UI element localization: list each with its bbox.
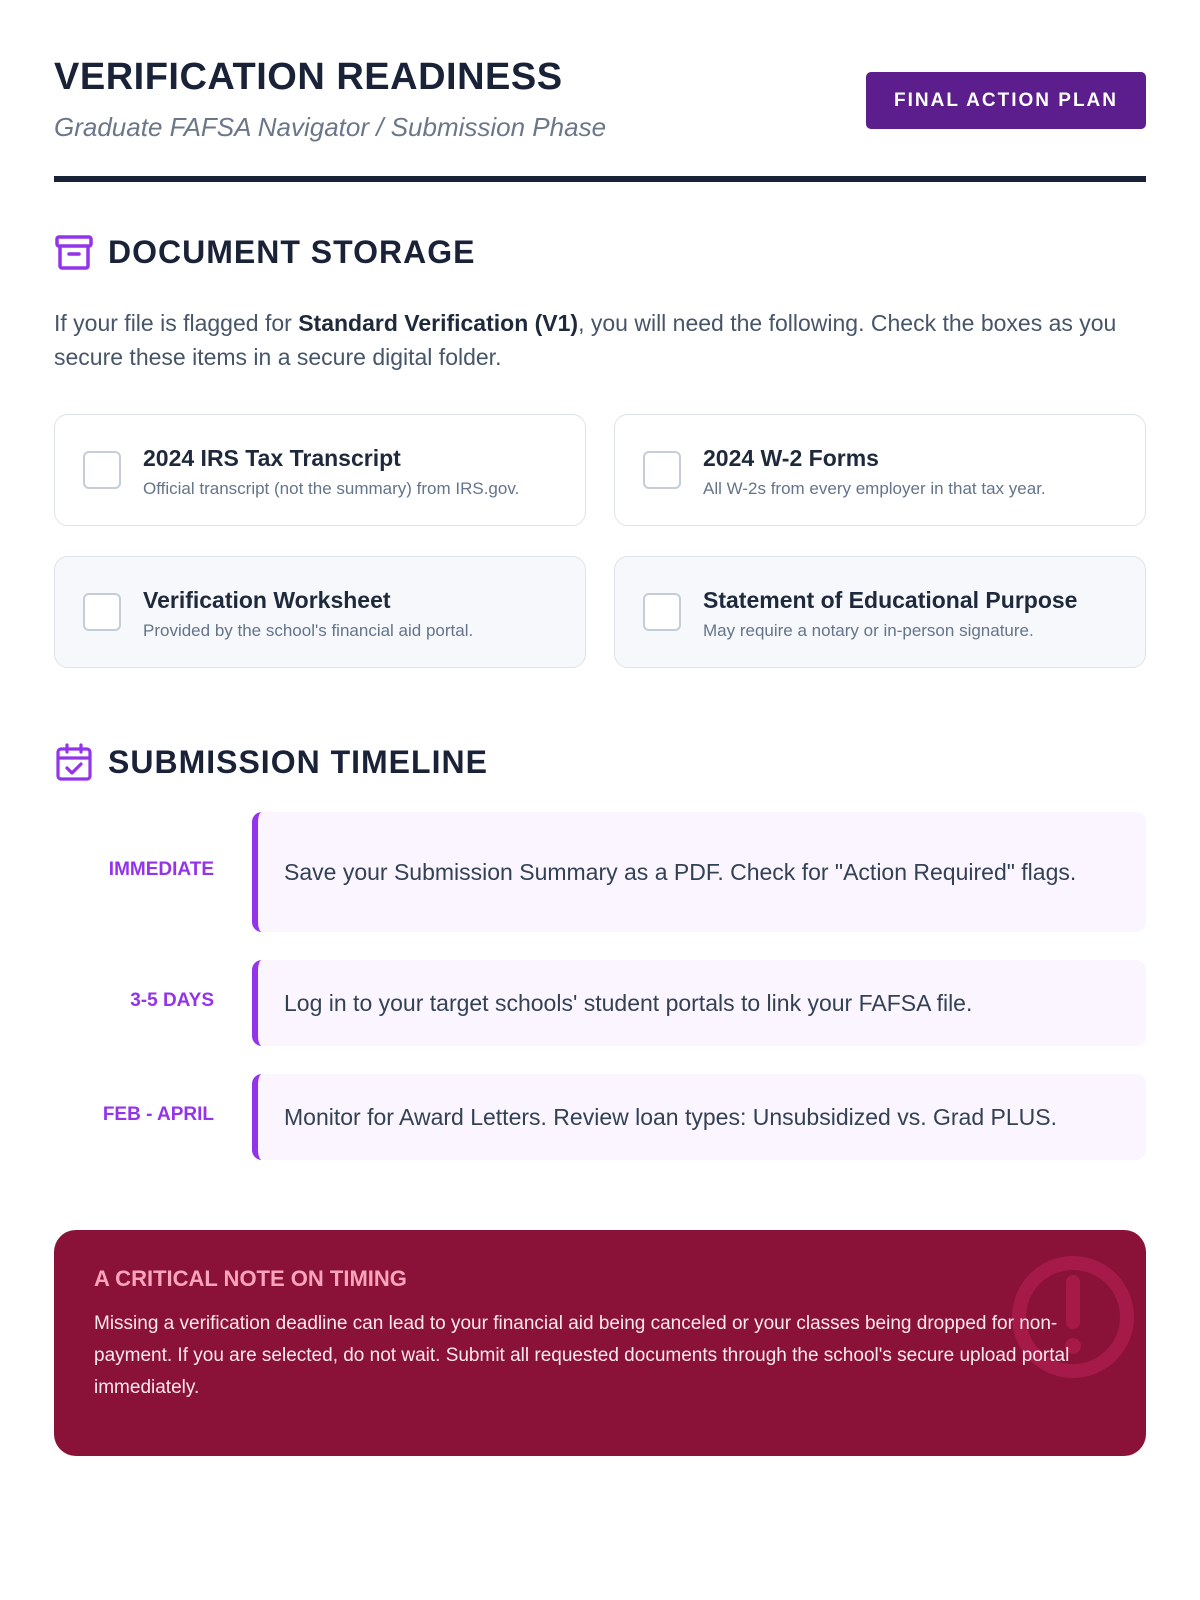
card-description: All W-2s from every employer in that tax year. [703,479,1046,498]
final-action-plan-button[interactable]: FINAL ACTION PLAN [866,72,1146,129]
checkbox[interactable] [643,593,681,631]
archive-box-icon [54,232,94,272]
intro-text-end: , you will need the following. Check the boxes as you secure these items in a secure digital folder. [54,310,1117,370]
timeline-step-label: FEB - APRIL [102,1104,214,1125]
calendar-check-icon [54,742,94,782]
card-description: Provided by the school's financial aid portal. [143,621,474,640]
card-title: 2024 IRS Tax Transcript [143,445,401,471]
page-subtitle: Graduate FAFSA Navigator / Submission Phase [54,112,607,142]
timeline-step-immediate [54,812,1146,932]
checklist-card-w2-forms[interactable] [614,414,1146,526]
timeline-step-label: IMMEDIATE [108,859,214,880]
card-title: Statement of Educational Purpose [703,587,1078,613]
timeline-step-feb-april [54,1074,1146,1160]
intro-text-bold: Standard Verification (V1) [298,310,579,336]
checklist-card-tax-transcript[interactable] [54,414,586,526]
timeline-step-3-5-days [54,960,1146,1046]
section-title: DOCUMENT STORAGE [108,233,476,270]
checkbox[interactable] [83,451,121,489]
submission-timeline-heading [54,742,488,782]
section-title: SUBMISSION TIMELINE [108,743,488,780]
critical-note-alert [54,1230,1146,1456]
storage-intro [54,306,1146,374]
checkbox[interactable] [643,451,681,489]
checkbox[interactable] [83,593,121,631]
page-header [54,0,1146,182]
card-description: May require a notary or in-person signature. [703,621,1034,640]
alert-body: Missing a verification deadline can lead to your financial aid being canceled or your classes being dropped for non-payment. If you are selected, do not wait. Submit all requested documents through the school's secure upload portal immediately. [94,1313,1070,1398]
timeline-step-text: Save your Submission Summary as a PDF. Check for "Action Required" flags. [252,812,1146,932]
alert-title: A CRITICAL NOTE ON TIMING [94,1266,407,1291]
document-storage-heading [54,232,475,272]
timeline-step-text: Log in to your target schools' student portals to link your FAFSA file. [252,960,1146,1046]
checklist-card-verification-worksheet[interactable] [54,556,586,668]
card-title: 2024 W-2 Forms [703,445,879,471]
page-title: VERIFICATION READINESS [54,56,563,98]
timeline-step-text: Monitor for Award Letters. Review loan types: Unsubsidized vs. Grad PLUS. [252,1074,1146,1160]
intro-text-start: If your file is flagged for [54,310,299,336]
checklist-card-educational-purpose[interactable] [614,556,1146,668]
card-description: Official transcript (not the summary) from IRS.gov. [143,479,520,498]
card-title: Verification Worksheet [143,587,391,613]
timeline-step-label: 3-5 DAYS [130,990,214,1011]
